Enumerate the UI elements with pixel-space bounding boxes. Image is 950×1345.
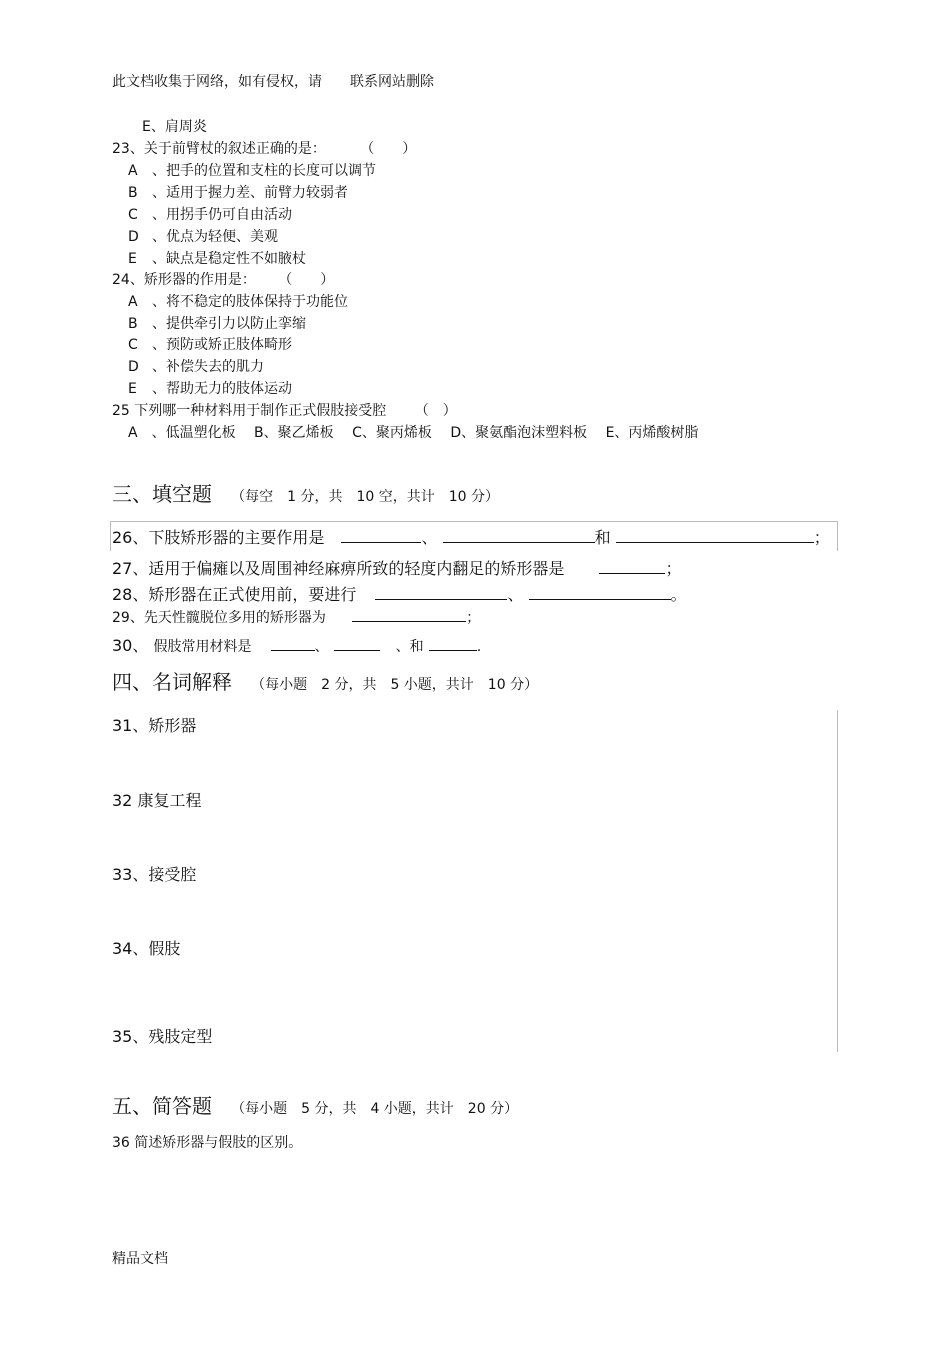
q27-end: ； (665, 559, 682, 578)
section4-right-rule (837, 710, 838, 1052)
q28-sep-1: 、 (507, 585, 524, 604)
q26-text: 26、下肢矫形器的主要作用是 (112, 528, 325, 547)
q26-sep-1: 、 (421, 528, 438, 547)
q30-text: 假肢常用材料是 (153, 639, 252, 655)
q25-options (128, 422, 712, 442)
q24-option-e (128, 378, 292, 398)
page-footer: 精品文档 (112, 1251, 168, 1267)
q28-blank-1[interactable] (375, 585, 507, 600)
q23-stem (112, 138, 416, 158)
q23-option-d (128, 226, 278, 246)
section5-title: 五、简答题 (112, 1094, 212, 1118)
q27-blank[interactable] (599, 559, 665, 574)
option-letter: A (128, 163, 138, 179)
option-letter: B (128, 185, 138, 201)
q23-option-a (128, 160, 376, 180)
q26-frame-top (110, 521, 838, 522)
q28 (112, 582, 687, 605)
section5-note: （每小题 5 分，共 4 小题，共计 20 分） (231, 1101, 519, 1117)
option-letter: E (128, 381, 137, 397)
q30-sep-1: 、 (314, 639, 329, 655)
q28-blank-2[interactable] (529, 585, 671, 600)
q25-option-d: D、聚氨酯泡沫塑料板 (450, 425, 588, 441)
term-33: 33、接受腔 (112, 865, 197, 884)
section3-title: 三、填空题 (112, 482, 212, 506)
q24-option-b (128, 313, 306, 333)
section4-heading (112, 666, 538, 695)
q26 (112, 525, 830, 548)
q23-stem-text: 23、关于前臂杖的叙述正确的是： (112, 141, 326, 157)
q29-blank[interactable] (352, 607, 466, 622)
q26-blank-3[interactable] (616, 528, 814, 543)
option-letter: E (128, 251, 137, 267)
q26-end: ； (813, 528, 830, 547)
q24-answer-paren: （ ） (278, 272, 335, 288)
term-32: 32 康复工程 (112, 791, 202, 810)
q24-stem (112, 269, 334, 289)
option-text: 、把手的位置和支柱的长度可以调节 (152, 163, 376, 179)
q23-option-b (128, 182, 348, 202)
q28-end: 。 (670, 585, 687, 604)
q23-option-e (128, 248, 306, 268)
q29-end: ； (466, 610, 481, 626)
section4-title: 四、名词解释 (112, 670, 232, 694)
option-text: 、将不稳定的肢体保持于功能位 (152, 294, 348, 310)
option-text: 、补偿失去的肌力 (152, 359, 264, 375)
q25-option-a: A 、低温塑化板 (128, 425, 236, 441)
q25-stem (112, 400, 457, 420)
section3-heading (112, 478, 499, 507)
option-text: 、帮助无力的肢体运动 (152, 381, 292, 397)
option-letter: B (128, 316, 138, 332)
q28-text: 28、矫形器在正式使用前，要进行 (112, 585, 357, 604)
option-letter: A (128, 294, 138, 310)
section5-heading (112, 1090, 518, 1119)
q29-text: 29、先天性髋脱位多用的矫形器为 (112, 610, 326, 626)
q24-stem-text: 24、矫形器的作用是： (112, 272, 256, 288)
option-text: 、缺点是稳定性不如腋杖 (152, 251, 306, 267)
q24-option-d (128, 356, 264, 376)
q30-blank-3[interactable] (429, 636, 477, 651)
q26-blank-2[interactable] (443, 528, 595, 543)
q36: 36 简述矫形器与假肢的区别。 (112, 1135, 303, 1151)
q25-answer-paren: （ ） (414, 403, 457, 419)
q30-end: . (476, 639, 482, 655)
page-header: 此文档收集于网络，如有侵权，请 联系网站删除 (112, 74, 434, 90)
q24-option-a (128, 291, 348, 311)
q29 (112, 607, 480, 627)
q30 (112, 633, 481, 656)
q25-option-b: B、聚乙烯板 (254, 425, 334, 441)
q25-stem-text: 25 下列哪一种材料用于制作正式假肢接受腔 (112, 403, 387, 419)
term-34: 34、假肢 (112, 939, 181, 958)
q30-number: 30、 (112, 636, 149, 655)
option-text: 、适用于握力差、前臂力较弱者 (152, 185, 348, 201)
q27 (112, 556, 681, 579)
section3-note: （每空 1 分，共 10 空，共计 10 分） (231, 489, 499, 505)
q25-option-e: E、丙烯酸树脂 (605, 425, 699, 441)
option-letter: C (128, 337, 138, 353)
q30-blank-1[interactable] (271, 636, 315, 651)
option-letter: D (128, 229, 139, 245)
q22-option-e: E、肩周炎 (142, 119, 207, 135)
q30-blank-2[interactable] (334, 636, 380, 651)
q26-blank-1[interactable] (341, 528, 421, 543)
option-text: 、提供牵引力以防止挛缩 (152, 316, 306, 332)
q27-text: 27、适用于偏瘫以及周围神经麻痹所致的轻度内翻足的矫形器是 (112, 559, 565, 578)
q26-frame-left (110, 521, 111, 551)
option-text: 、优点为轻便、美观 (152, 229, 278, 245)
term-31: 31、矫形器 (112, 716, 197, 735)
term-35: 35、残肢定型 (112, 1027, 213, 1046)
q23-option-c (128, 204, 292, 224)
option-letter: C (128, 207, 138, 223)
q26-frame-right (837, 521, 838, 551)
q23-answer-paren: （ ） (360, 141, 417, 157)
q25-option-c: C、聚丙烯板 (352, 425, 432, 441)
option-text: 、预防或矫正肢体畸形 (152, 337, 292, 353)
q26-sep-2: 和 (594, 528, 611, 547)
option-text: 、用拐手仍可自由活动 (152, 207, 292, 223)
q24-option-c (128, 334, 292, 354)
section4-note: （每小题 2 分，共 5 小题，共计 10 分） (251, 677, 539, 693)
option-letter: D (128, 359, 139, 375)
q30-sep-2: 、和 (395, 639, 424, 655)
